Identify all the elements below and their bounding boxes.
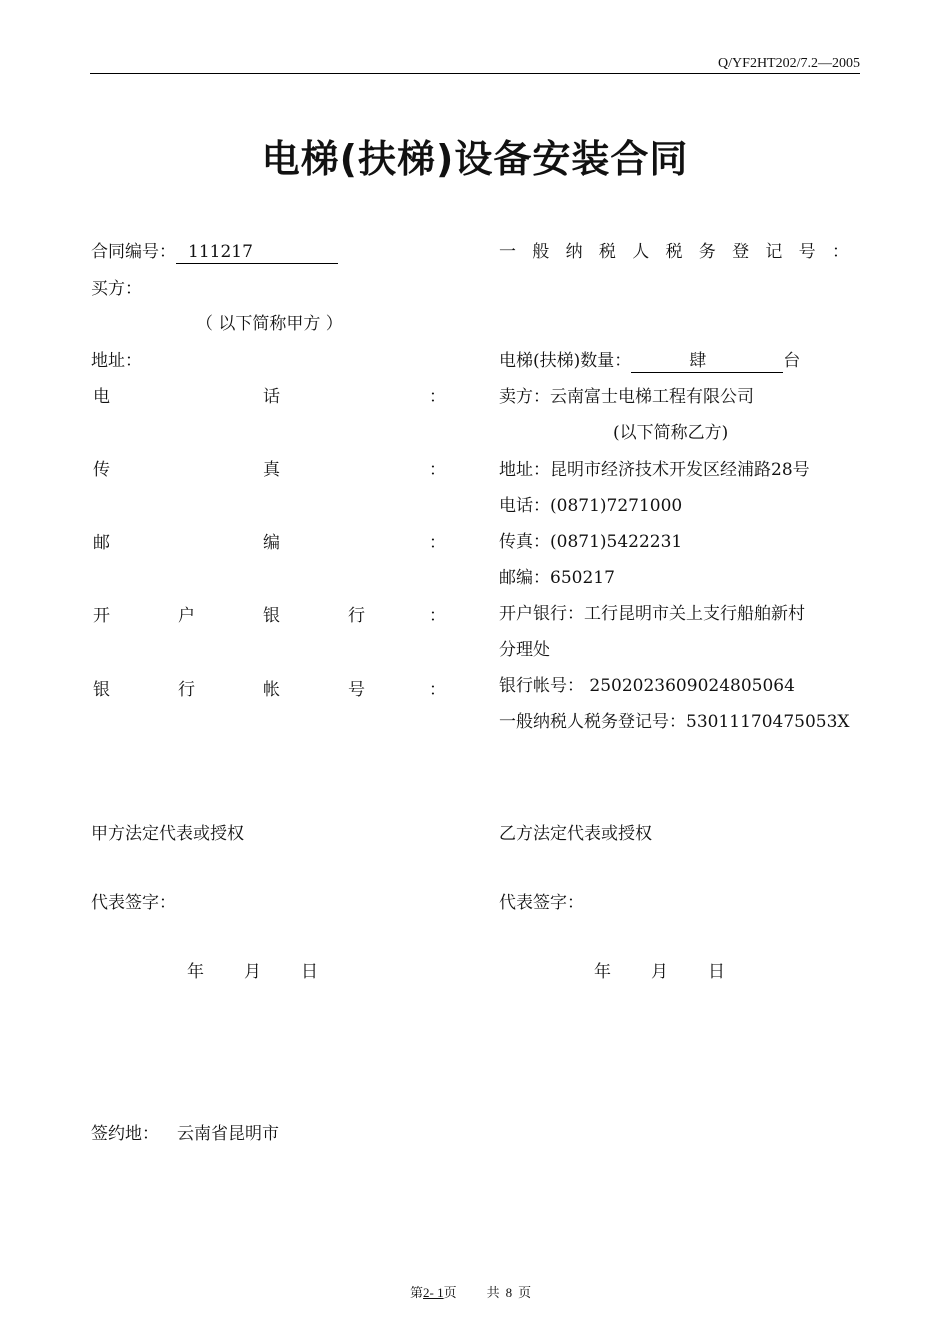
seller-bank-line-1: 开户银行：工行昆明市关上支行船舶新村 bbox=[499, 604, 805, 624]
party-a-representative: 甲方法定代表或授权 bbox=[91, 824, 244, 844]
seller-phone: 电话：(0871)7271000 bbox=[499, 496, 683, 516]
page-footer: 第2- 1页 共 8 页 bbox=[410, 1285, 532, 1300]
header-divider bbox=[90, 73, 860, 74]
seller-postcode: 邮编：650217 bbox=[499, 568, 615, 588]
party-b-signature-label: 代表签字： bbox=[499, 893, 584, 913]
party-a-date bbox=[187, 957, 318, 982]
elevator-quantity-row bbox=[499, 346, 800, 373]
date-month: 月 bbox=[651, 962, 668, 982]
quantity-unit: 台 bbox=[783, 351, 801, 371]
date-month: 月 bbox=[244, 962, 261, 982]
party-a-signature-label: 代表签字： bbox=[91, 893, 176, 913]
seller-bank-line-2: 分理处 bbox=[499, 640, 550, 660]
seller-name: 卖方：云南富士电梯工程有限公司 bbox=[499, 387, 754, 407]
seller-fax: 传真：(0871)5422231 bbox=[499, 532, 683, 552]
page-number: 2- 1 bbox=[423, 1285, 444, 1300]
quantity-field[interactable]: 肆 bbox=[631, 352, 783, 373]
party-b-representative: 乙方法定代表或授权 bbox=[499, 824, 652, 844]
contract-number-label: 合同编号： bbox=[91, 242, 176, 262]
date-year: 年 bbox=[187, 962, 204, 982]
date-day: 日 bbox=[708, 962, 725, 982]
signing-place-row bbox=[91, 1119, 279, 1144]
contract-number-row bbox=[91, 237, 338, 264]
contract-number-field[interactable]: 111217 bbox=[176, 243, 338, 264]
buyer-address-label: 地址： bbox=[91, 351, 142, 371]
date-year: 年 bbox=[594, 962, 611, 982]
buyer-alias: （ 以下简称甲方 ） bbox=[196, 314, 343, 334]
signing-place-value: 云南省昆明市 bbox=[177, 1124, 279, 1144]
document-title: 电梯(扶梯)设备安装合同 bbox=[261, 137, 689, 181]
party-b-date bbox=[594, 957, 725, 982]
tax-registration-heading: 一 般 纳 税 人 税 务 登 记 号 ： bbox=[499, 242, 849, 262]
seller-tax-registration: 一般纳税人税务登记号：53011170475053X bbox=[499, 712, 850, 732]
seller-account: 银行帐号： 2502023609024805064 bbox=[499, 676, 795, 696]
quantity-label: 电梯(扶梯)数量： bbox=[499, 351, 632, 371]
date-day: 日 bbox=[301, 962, 318, 982]
buyer-label: 买方： bbox=[91, 279, 142, 299]
seller-address: 地址：昆明市经济技术开发区经浦路28号 bbox=[499, 460, 810, 480]
total-pages: 8 bbox=[505, 1285, 513, 1300]
document-code: Q/YF2HT202/7.2—2005 bbox=[718, 56, 860, 71]
seller-alias: (以下简称乙方) bbox=[613, 423, 729, 443]
signing-place-label: 签约地： bbox=[91, 1124, 159, 1144]
